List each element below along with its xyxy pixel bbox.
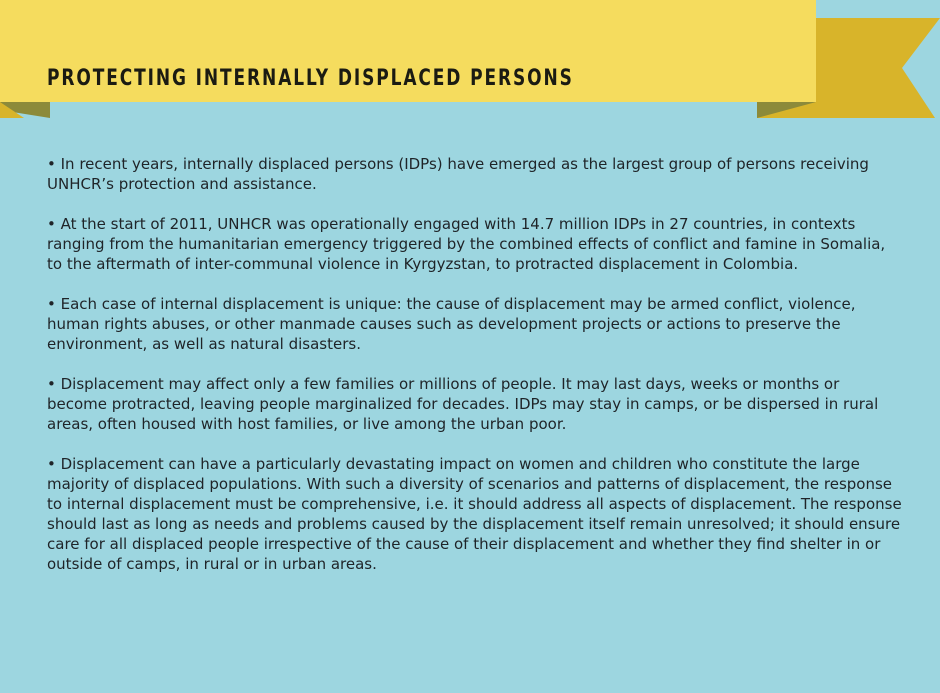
bullet-scale-duration: • Displacement may affect only a few families or millions of people. It may last days, weeks or months or become protracted, leaving people marginalized for decades. IDPs may stay in camps, or be dispersed in rural areas, often housed with host families, or live among the urban poor.	[47, 375, 879, 433]
bullet-idp-largest-group: • In recent years, internally displaced persons (IDPs) have emerged as the largest group of persons receiving UNHCR’s protection and assistance.	[47, 155, 869, 193]
bullet-2011-engagement: • At the start of 2011, UNHCR was operationally engaged with 14.7 million IDPs in 27 countries, in contexts ranging from the humanitarian emergency triggered by the combined effects of conflict and famine in Somalia, to the aftermath of inter-communal violence in Kyrgyzstan, to protracted displacement in Colombia.	[47, 215, 886, 273]
bullet-list	[47, 154, 902, 594]
ribbon-graphic	[0, 0, 940, 120]
title-banner	[0, 0, 940, 120]
bullet-impact-response: • Displacement can have a particularly devastating impact on women and children who constitute the large majority of displaced populations. With such a diversity of scenarios and patterns of displacement, the response to internal displacement must be comprehensive, i.e. it should address all aspects of displacement. The response should last as long as needs and problems caused by the displacement itself remain unresolved; it should ensure care for all displaced people irrespective of the cause of their displacement and whether they find shelter in or outside of camps, in rural or in urban areas.	[47, 455, 902, 573]
page-title: PROTECTING INTERNALLY DISPLACED PERSONS	[47, 66, 574, 91]
bullet-unique-causes: • Each case of internal displacement is unique: the cause of displacement may be armed conflict, violence, human rights abuses, or other manmade causes such as development projects or actions to preserve the environment, as well as natural disasters.	[47, 295, 856, 353]
